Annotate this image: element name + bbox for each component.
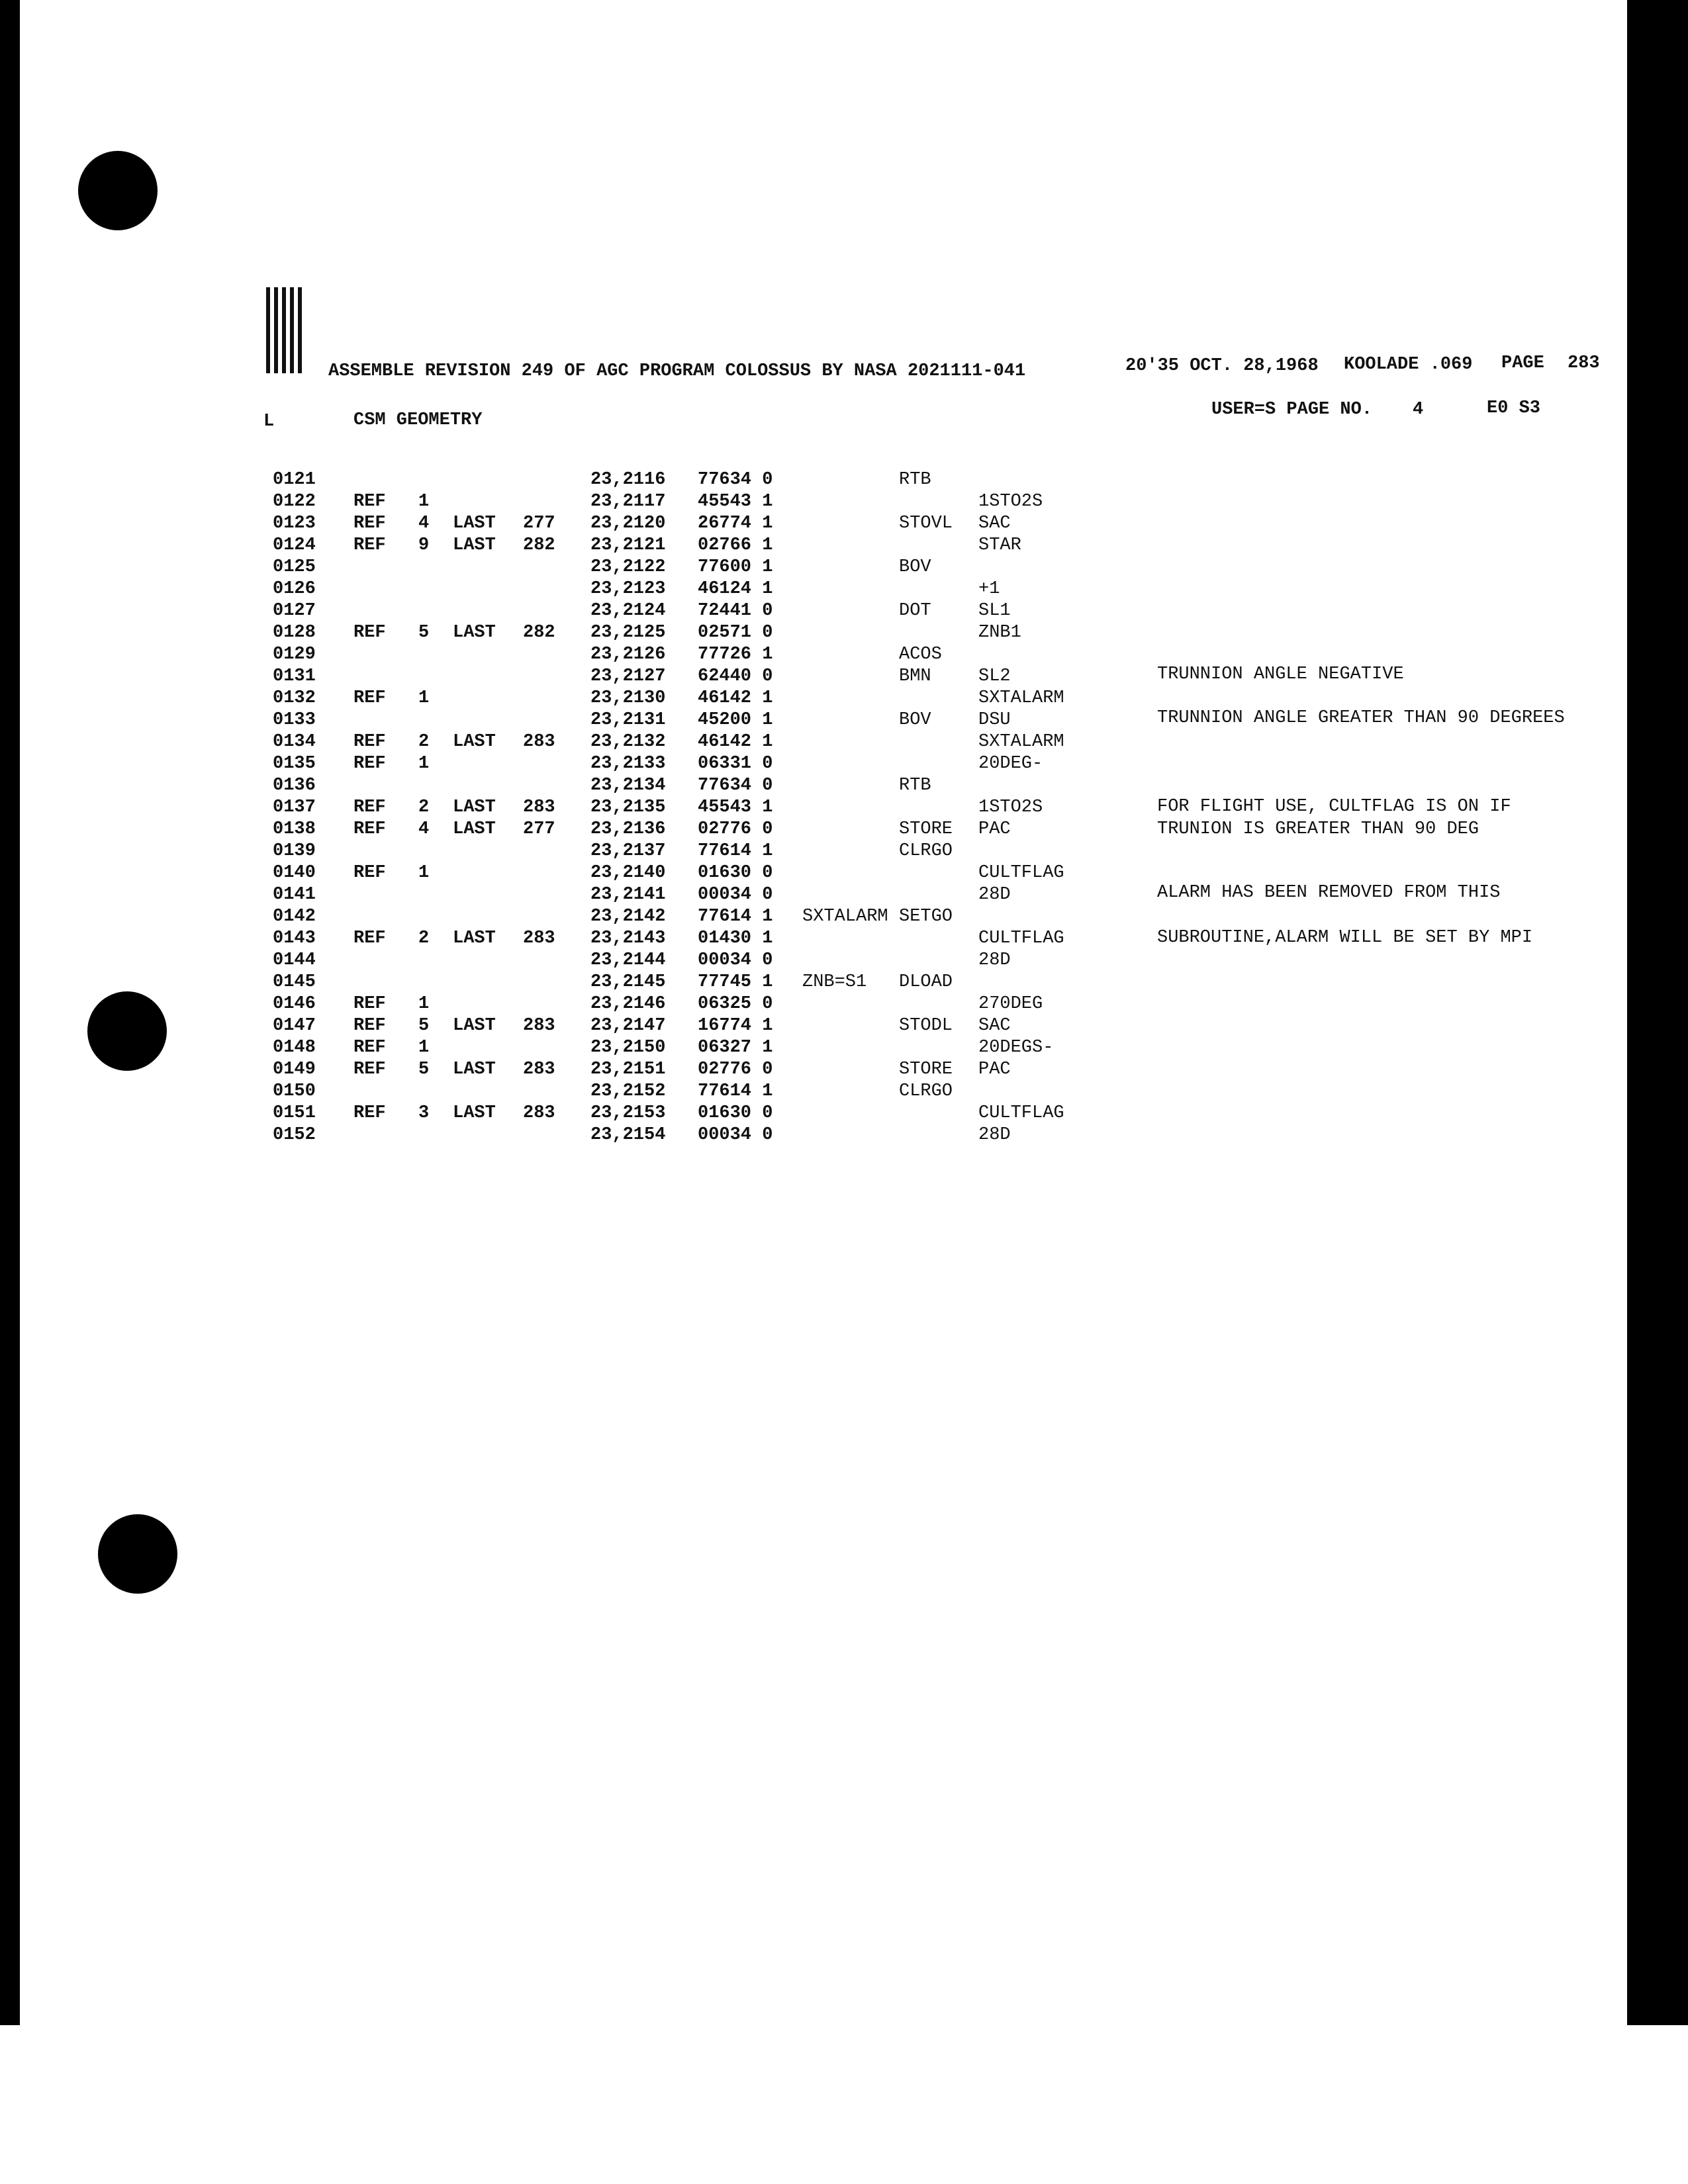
ref-count: 1 (418, 994, 430, 1014)
listing-row (0, 645, 1688, 666)
octal-word: 77726 1 (698, 645, 773, 664)
ref-count: 9 (418, 535, 430, 555)
line-number: 0129 (273, 645, 316, 664)
opcode: BOV (899, 557, 931, 577)
listing-row (0, 535, 1688, 557)
octal-word: 06327 1 (698, 1038, 773, 1058)
address: 23,2120 (590, 514, 666, 533)
operand: CULTFLAG (978, 929, 1064, 948)
listing-row (0, 972, 1688, 993)
line-number: 0136 (273, 776, 316, 796)
listing-row (0, 1038, 1688, 1059)
ref-count: 2 (418, 732, 430, 752)
ref-count: 3 (418, 1103, 430, 1123)
listing-row (0, 470, 1688, 491)
user-page-label: USER=S PAGE NO. (1211, 400, 1373, 420)
address: 23,2154 (590, 1125, 666, 1145)
print-datetime: 20'35 OCT. 28,1968 (1125, 356, 1319, 376)
address: 23,2145 (590, 972, 666, 992)
last-page-ref: 283 (523, 1103, 555, 1123)
ref-flag: REF (353, 797, 386, 817)
opcode: STOVL (899, 514, 953, 533)
address: 23,2127 (590, 666, 666, 686)
operand: SAC (978, 514, 1011, 533)
octal-word: 06331 0 (698, 754, 773, 774)
line-number: 0139 (273, 841, 316, 861)
opcode: STORE (899, 1060, 953, 1079)
line-number: 0144 (273, 950, 316, 970)
operand: 28D (978, 885, 1011, 905)
operand: PAC (978, 1060, 1011, 1079)
octal-word: 77600 1 (698, 557, 773, 577)
address: 23,2121 (590, 535, 666, 555)
line-number: 0152 (273, 1125, 316, 1145)
ref-count: 1 (418, 1038, 430, 1058)
last-page-ref: 282 (523, 535, 555, 555)
opcode: STODL (899, 1016, 953, 1036)
comment-line: ALARM HAS BEEN REMOVED FROM THIS (1157, 883, 1501, 903)
operand: ZNB1 (978, 623, 1021, 643)
printer-tick-marks (266, 287, 306, 373)
line-number: 0140 (273, 863, 316, 883)
ref-count: 2 (418, 797, 430, 817)
comment-line: FOR FLIGHT USE, CULTFLAG IS ON IF (1157, 797, 1511, 817)
operand: 28D (978, 950, 1011, 970)
ref-flag: REF (353, 754, 386, 774)
listing-row (0, 601, 1688, 622)
opcode: ACOS (899, 645, 942, 664)
listing-row (0, 754, 1688, 775)
octal-word: 02766 1 (698, 535, 773, 555)
line-number: 0141 (273, 885, 316, 905)
ref-flag: REF (353, 514, 386, 533)
opcode: BMN (899, 666, 931, 686)
line-number: 0135 (273, 754, 316, 774)
listing-row (0, 579, 1688, 600)
line-number: 0147 (273, 1016, 316, 1036)
operand: SL1 (978, 601, 1011, 621)
last-page-ref: 283 (523, 929, 555, 948)
ref-count: 5 (418, 1060, 430, 1079)
opcode: BOV (899, 710, 931, 730)
octal-word: 45543 1 (698, 797, 773, 817)
comment-line: SUBROUTINE,ALARM WILL BE SET BY MPI (1157, 928, 1533, 948)
line-number: 0134 (273, 732, 316, 752)
address: 23,2137 (590, 841, 666, 861)
ref-count: 5 (418, 1016, 430, 1036)
opcode: DOT (899, 601, 931, 621)
octal-word: 72441 0 (698, 601, 773, 621)
line-number: 0131 (273, 666, 316, 686)
address: 23,2142 (590, 907, 666, 927)
opcode: RTB (899, 470, 931, 490)
octal-word: 00034 0 (698, 1125, 773, 1145)
operand: SXTALARM (978, 732, 1064, 752)
page-label: PAGE (1501, 353, 1544, 373)
operand: PAC (978, 819, 1011, 839)
octal-word: 45543 1 (698, 492, 773, 512)
line-number: 0145 (273, 972, 316, 992)
octal-word: 02776 0 (698, 1060, 773, 1079)
line-number: 0143 (273, 929, 316, 948)
line-number: 0132 (273, 688, 316, 708)
octal-word: 77614 1 (698, 1081, 773, 1101)
octal-word: 77634 0 (698, 470, 773, 490)
opcode: STORE (899, 819, 953, 839)
ref-flag: REF (353, 994, 386, 1014)
line-number: 0148 (273, 1038, 316, 1058)
ref-flag: REF (353, 863, 386, 883)
octal-word: 77614 1 (698, 841, 773, 861)
line-number: 0125 (273, 557, 316, 577)
octal-word: 01630 0 (698, 863, 773, 883)
address: 23,2153 (590, 1103, 666, 1123)
ref-count: 1 (418, 863, 430, 883)
octal-word: 06325 0 (698, 994, 773, 1014)
listing-row (0, 1016, 1688, 1037)
ref-flag: REF (353, 623, 386, 643)
last-flag: LAST (453, 1016, 496, 1036)
last-page-ref: 283 (523, 797, 555, 817)
listing-row (0, 994, 1688, 1015)
last-flag: LAST (453, 1103, 496, 1123)
address: 23,2116 (590, 470, 666, 490)
address: 23,2126 (590, 645, 666, 664)
octal-word: 02571 0 (698, 623, 773, 643)
listing-mark: L (263, 412, 275, 432)
ref-flag: REF (353, 1060, 386, 1079)
line-number: 0151 (273, 1103, 316, 1123)
listing-row (0, 1103, 1688, 1124)
octal-word: 46142 1 (698, 732, 773, 752)
assembly-banner: ASSEMBLE REVISION 249 OF AGC PROGRAM COLOSSUS BY NASA 2021111-041 (328, 361, 1026, 381)
listing-row (0, 492, 1688, 513)
operand: 20DEGS- (978, 1038, 1054, 1058)
line-number: 0121 (273, 470, 316, 490)
address: 23,2131 (590, 710, 666, 730)
user-page-number: 4 (1413, 400, 1424, 420)
operand: 1STO2S (978, 492, 1043, 512)
listing-row (0, 950, 1688, 972)
operand: STAR (978, 535, 1021, 555)
punch-hole-top (78, 151, 158, 230)
opcode: DLOAD (899, 972, 953, 992)
ref-flag: REF (353, 688, 386, 708)
address: 23,2124 (590, 601, 666, 621)
ref-flag: REF (353, 732, 386, 752)
octal-word: 77745 1 (698, 972, 773, 992)
last-flag: LAST (453, 1060, 496, 1079)
operand: 1STO2S (978, 797, 1043, 817)
last-flag: LAST (453, 819, 496, 839)
address: 23,2147 (590, 1016, 666, 1036)
ref-count: 4 (418, 819, 430, 839)
operand: CULTFLAG (978, 863, 1064, 883)
address: 23,2122 (590, 557, 666, 577)
last-page-ref: 277 (523, 819, 555, 839)
address: 23,2135 (590, 797, 666, 817)
last-page-ref: 283 (523, 1060, 555, 1079)
ref-flag: REF (353, 819, 386, 839)
octal-word: 46124 1 (698, 579, 773, 599)
ref-count: 2 (418, 929, 430, 948)
user-id: KOOLADE .069 (1344, 355, 1473, 375)
address: 23,2133 (590, 754, 666, 774)
octal-word: 00034 0 (698, 885, 773, 905)
symbol-label: SXTALARM (802, 907, 888, 927)
last-flag: LAST (453, 514, 496, 533)
line-number: 0137 (273, 797, 316, 817)
operand: SAC (978, 1016, 1011, 1036)
operand: DSU (978, 710, 1011, 730)
listing-row (0, 1060, 1688, 1081)
last-flag: LAST (453, 535, 496, 555)
octal-word: 62440 0 (698, 666, 773, 686)
ref-flag: REF (353, 492, 386, 512)
listing-row (0, 557, 1688, 578)
comment-line: TRUNION IS GREATER THAN 90 DEG (1157, 819, 1479, 839)
opcode: SETGO (899, 907, 953, 927)
address: 23,2151 (590, 1060, 666, 1079)
octal-word: 77634 0 (698, 776, 773, 796)
address: 23,2130 (590, 688, 666, 708)
comment-line: TRUNNION ANGLE NEGATIVE (1157, 664, 1404, 684)
ref-flag: REF (353, 1103, 386, 1123)
listing-row (0, 1125, 1688, 1146)
line-number: 0138 (273, 819, 316, 839)
ref-flag: REF (353, 929, 386, 948)
octal-word: 46142 1 (698, 688, 773, 708)
address: 23,2152 (590, 1081, 666, 1101)
ref-flag: REF (353, 535, 386, 555)
address: 23,2136 (590, 819, 666, 839)
last-flag: LAST (453, 623, 496, 643)
last-flag: LAST (453, 732, 496, 752)
octal-word: 00034 0 (698, 950, 773, 970)
address: 23,2123 (590, 579, 666, 599)
symbol-label: ZNB=S1 (802, 972, 867, 992)
listing-row (0, 1081, 1688, 1103)
line-number: 0128 (273, 623, 316, 643)
ref-count: 4 (418, 514, 430, 533)
last-page-ref: 283 (523, 1016, 555, 1036)
listing-row (0, 732, 1688, 753)
address: 23,2143 (590, 929, 666, 948)
octal-word: 01630 0 (698, 1103, 773, 1123)
address: 23,2125 (590, 623, 666, 643)
operand: +1 (978, 579, 1000, 599)
line-number: 0123 (273, 514, 316, 533)
line-number: 0127 (273, 601, 316, 621)
octal-word: 01430 1 (698, 929, 773, 948)
octal-word: 45200 1 (698, 710, 773, 730)
line-number: 0146 (273, 994, 316, 1014)
listing-row (0, 863, 1688, 884)
opcode: CLRGO (899, 1081, 953, 1101)
operand: 28D (978, 1125, 1011, 1145)
ref-count: 1 (418, 754, 430, 774)
address: 23,2144 (590, 950, 666, 970)
ref-flag: REF (353, 1038, 386, 1058)
last-page-ref: 283 (523, 732, 555, 752)
line-number: 0150 (273, 1081, 316, 1101)
comment-line: TRUNNION ANGLE GREATER THAN 90 DEGREES (1157, 708, 1565, 728)
last-page-ref: 282 (523, 623, 555, 643)
address: 23,2134 (590, 776, 666, 796)
address: 23,2140 (590, 863, 666, 883)
ref-count: 5 (418, 623, 430, 643)
punch-hole-bottom (98, 1514, 177, 1594)
log-section-title: CSM GEOMETRY (353, 410, 483, 430)
listing-row (0, 514, 1688, 535)
opcode: CLRGO (899, 841, 953, 861)
listing-row (0, 776, 1688, 797)
operand: SXTALARM (978, 688, 1064, 708)
operand: 20DEG- (978, 754, 1043, 774)
last-page-ref: 277 (523, 514, 555, 533)
operand: CULTFLAG (978, 1103, 1064, 1123)
ref-count: 1 (418, 688, 430, 708)
address: 23,2117 (590, 492, 666, 512)
opcode: RTB (899, 776, 931, 796)
octal-word: 16774 1 (698, 1016, 773, 1036)
line-number: 0126 (273, 579, 316, 599)
listing-row (0, 907, 1688, 928)
listing-row (0, 623, 1688, 644)
last-flag: LAST (453, 797, 496, 817)
operand: 270DEG (978, 994, 1043, 1014)
address: 23,2141 (590, 885, 666, 905)
line-number: 0142 (273, 907, 316, 927)
header-code: E0 S3 (1487, 398, 1541, 418)
listing-row (0, 688, 1688, 709)
address: 23,2146 (590, 994, 666, 1014)
operand: SL2 (978, 666, 1011, 686)
line-number: 0133 (273, 710, 316, 730)
address: 23,2132 (590, 732, 666, 752)
line-number: 0124 (273, 535, 316, 555)
listing-row (0, 666, 1688, 688)
octal-word: 77614 1 (698, 907, 773, 927)
line-number: 0149 (273, 1060, 316, 1079)
page-number: 283 (1568, 353, 1600, 373)
octal-word: 02776 0 (698, 819, 773, 839)
ref-count: 1 (418, 492, 430, 512)
last-flag: LAST (453, 929, 496, 948)
ref-flag: REF (353, 1016, 386, 1036)
octal-word: 26774 1 (698, 514, 773, 533)
line-number: 0122 (273, 492, 316, 512)
listing-row (0, 841, 1688, 862)
address: 23,2150 (590, 1038, 666, 1058)
